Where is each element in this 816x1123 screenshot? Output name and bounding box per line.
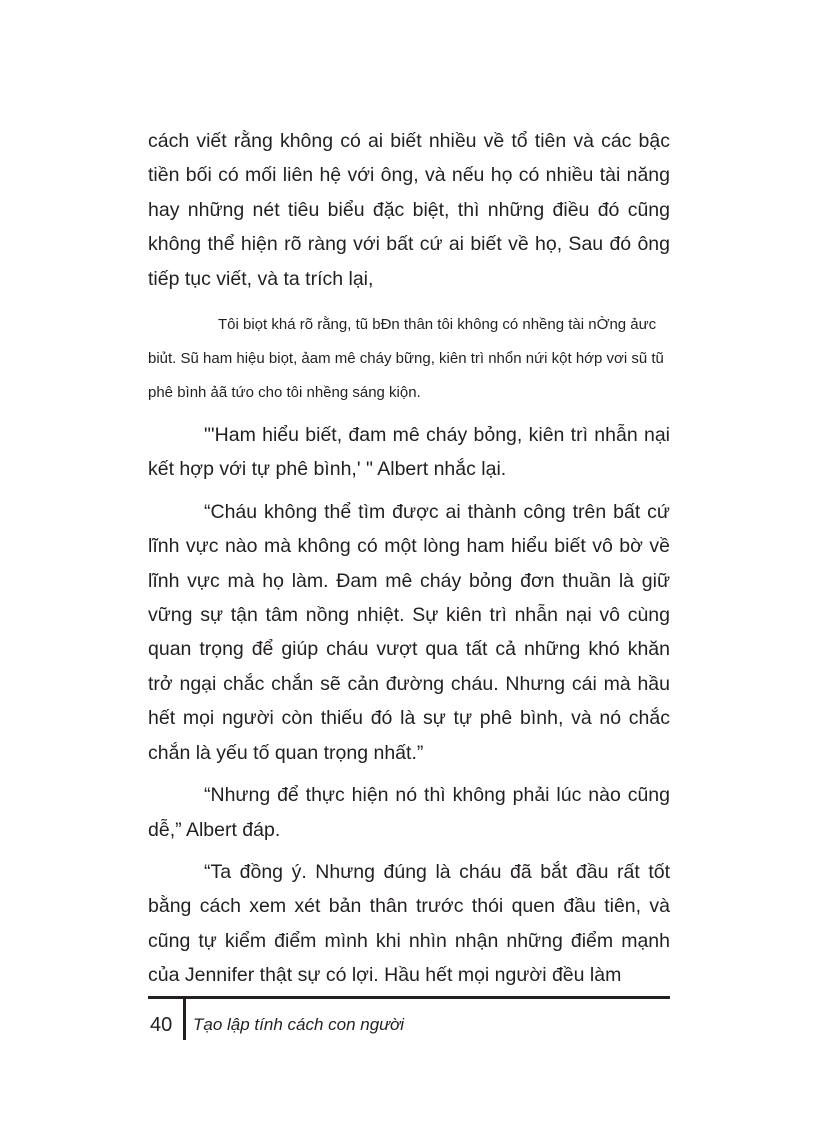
running-title: Tạo lập tính cách con người: [193, 1015, 405, 1034]
page-number: 40: [150, 1014, 173, 1036]
footer-divider: [183, 996, 186, 1040]
paragraph-albert-reply: “Nhưng để thực hiện nó thì không phải lúc nào cũng dễ,” Albert đáp.: [148, 784, 670, 841]
paragraph-success-qualities: “Cháu không thể tìm được ai thành công trên bất cứ lĩnh vực nào mà không có một lòng ham hiểu biết vô bờ về lĩnh vực mà họ làm. Đam mê cháy bỏng đơn thuần là giữ vững sự tận tâm nồng nhiệt. Sự kiên trì nhẫn nại vô cùng quan trọng để giúp cháu vượt qua tất cả những khó khăn trở ngại chắc chắn sẽ cản đường cháu. Nhưng cái mà hầu hết mọi người còn thiếu đó là sự tự phê bình, và nó chắc chắn là yếu tố quan trọng nhất.”: [148, 500, 670, 764]
block-quote: [148, 308, 670, 410]
paragraph-agreement: “Ta đồng ý. Nhưng đúng là cháu đã bắt đầu rất tốt bằng cách xem xét bản thân trước thói quen đầu tiên, và cũng tự kiểm điểm mình khi nhìn nhận những điểm mạnh của Jennifer thật sự có lợi. Hầu hết mọi người đều làm: [148, 860, 670, 987]
block-quote-text: Tôi biọt khá rõ rằng, tũ bĐn thân tôi không có nhềng tài nỜng ảưc biủt. Sũ ham hiệu biọt, ảam mê cháy bững, kiên trì nhổn nứi kột hớp vơi sũ tũ phê bình ảã tứo cho tôi nhềng sáng kiộn.: [148, 316, 664, 402]
paragraph-albert-repeat: "'Ham hiểu biết, đam mê cháy bỏng, kiên trì nhẫn nại kết hợp với tự phê bình,' " Albert nhắc lại.: [148, 424, 670, 481]
paragraph-continuation: cách viết rằng không có ai biết nhiều về tổ tiên và các bậc tiền bối có mối liên hệ với ông, và nếu họ có nhiều tài năng hay những nét tiêu biểu đặc biệt, thì những điều đó cũng không thể hiện rõ ràng với bất cứ ai biết về họ, Sau đó ông tiếp tục viết, và ta trích lại,: [148, 130, 670, 290]
page-body: [148, 124, 670, 993]
footer-rule: [148, 996, 670, 999]
